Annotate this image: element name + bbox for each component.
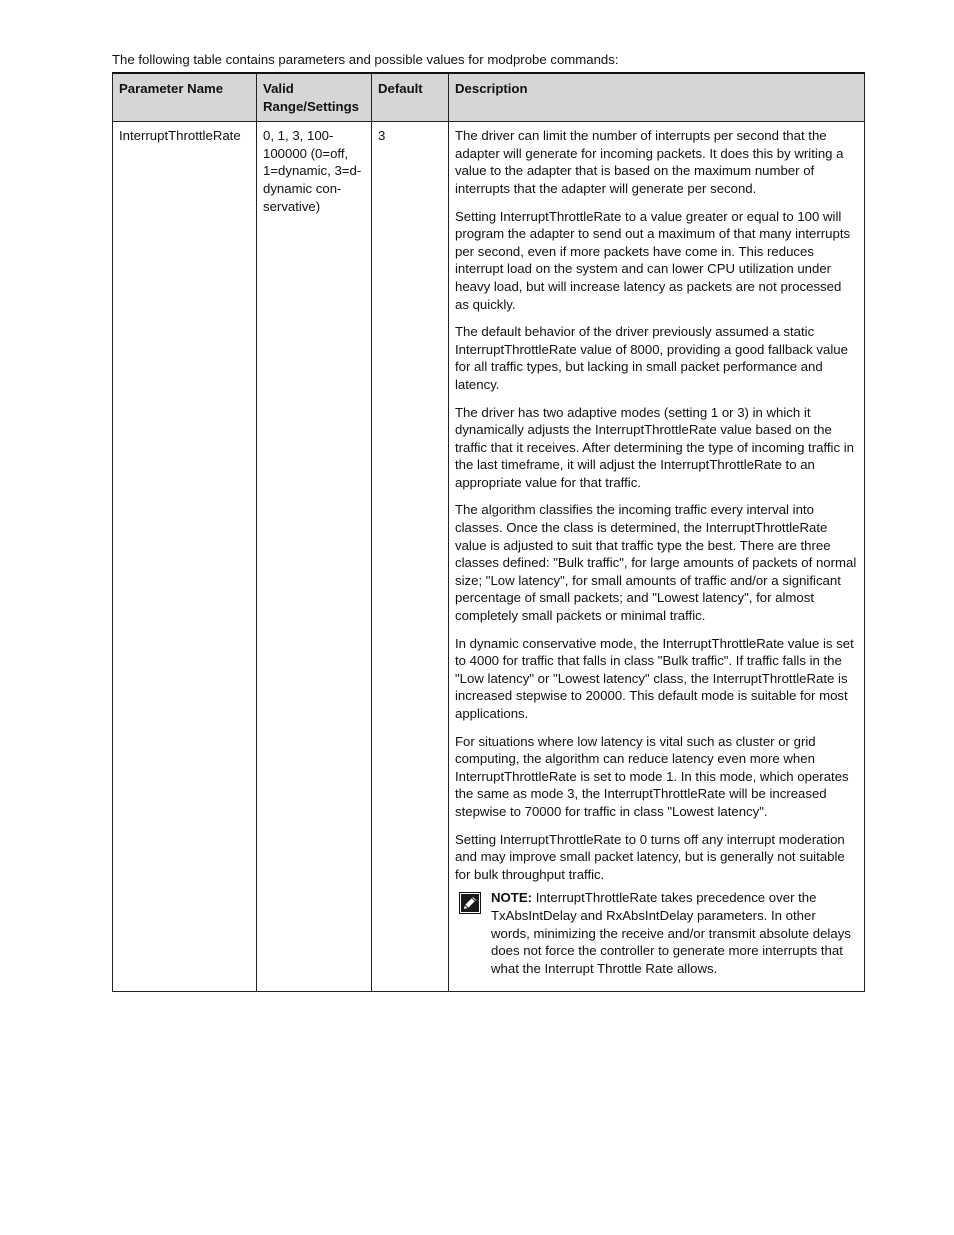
range-line: 100000 (0=off,	[263, 145, 349, 161]
description-paragraph: The driver can limit the number of interrupts per second that the adapter will generate for incoming packets. It does this by writing a value to the adapter that is based on the maximum number of interrupts that the adapter will generate per second.	[455, 128, 844, 196]
description-paragraph: The default behavior of the driver previously assumed a static InterruptThrottleRate value of 8000, providing a good fallback value for all traffic types, but lacking in small packet performance and latency.	[455, 324, 848, 392]
header-valid-range	[257, 73, 372, 122]
description-paragraph: The algorithm classifies the incoming traffic every interval into classes. Once the class is determined, the InterruptThrottleRate value is adjusted to suit that traffic type the best. There are three classes defined: "Bulk traffic", for large amounts of packets of normal size; "Low latency", for small amounts of traffic and/or a significant percentage of small packets; and "Lowest latency", for almost completely small packets or minimal traffic.	[455, 502, 857, 624]
header-parameter-name: Parameter Name	[113, 73, 257, 122]
note-label: NOTE:	[491, 890, 533, 906]
description-paragraph: The driver has two adaptive modes (setting 1 or 3) in which it dynamically adjusts the InterruptThrottleRate value based on the traffic that it receives. After determining the type of incoming traffic in the last timeframe, it will adjust the InterruptThrottleRate to an appropriate value for that traffic.	[455, 404, 854, 490]
cell-parameter-name: InterruptThrottleRate	[113, 122, 257, 992]
header-valid-line-1: Valid	[263, 81, 294, 96]
header-default: Default	[372, 73, 449, 122]
description-paragraph: Setting InterruptThrottleRate to 0 turns off any interrupt moderation and may improve small packet latency, but is generally not suitable for bulk throughput traffic.	[455, 831, 845, 882]
note-box	[455, 889, 858, 977]
header-valid-line-2: Range/Settings	[263, 98, 359, 114]
range-line: 0, 1, 3, 100-	[263, 128, 334, 144]
note-pencil-icon	[459, 892, 481, 914]
table-header-row	[113, 73, 865, 122]
cell-default: 3	[372, 122, 449, 992]
note-text	[491, 889, 858, 977]
note-body: InterruptThrottleRate takes precedence over the TxAbsIntDelay and RxAbsIntDelay parameters. In other words, minimizing the receive and/or transmit absolute delays does not force the controller to generate more interrupts that what the Interrupt Throttle Rate allows.	[491, 890, 851, 976]
description-paragraph: Setting InterruptThrottleRate to a value greater or equal to 100 will program the adapter to send out a maximum of that many interrupts per second, even if more packets have come in. This reduces interrupt load on the system and can lower CPU utilization under heavy load, but will increase latency as packets are not processed as quickly.	[455, 208, 851, 312]
description-paragraph: For situations where low latency is vital such as cluster or grid computing, the algorithm can reduce latency even more when InterruptThrottleRate is set to mode 1. In this mode, which operates the same as mode 3, the InterruptThrottleRate will be increased stepwise to 70000 for traffic in class "Lowest latency".	[455, 733, 849, 819]
table-row	[113, 122, 865, 992]
cell-description	[449, 122, 865, 992]
cell-valid-range	[257, 122, 372, 992]
description-paragraph: In dynamic conservative mode, the InterruptThrottleRate value is set to 4000 for traffic that falls in class "Bulk traffic". If traffic falls in the "Low latency" or "Lowest latency" class, the InterruptThrottleRate is increased stepwise to 20000. This default mode is suitable for most applications.	[455, 635, 854, 721]
header-description: Description	[449, 73, 865, 122]
range-line: 1=dynamic, 3=d-	[263, 163, 362, 179]
intro-text: The following table contains parameters and possible values for modprobe commands:	[112, 52, 619, 67]
range-line: servative)	[263, 198, 321, 214]
parameters-table	[112, 72, 865, 992]
range-line: dynamic con-	[263, 180, 342, 196]
